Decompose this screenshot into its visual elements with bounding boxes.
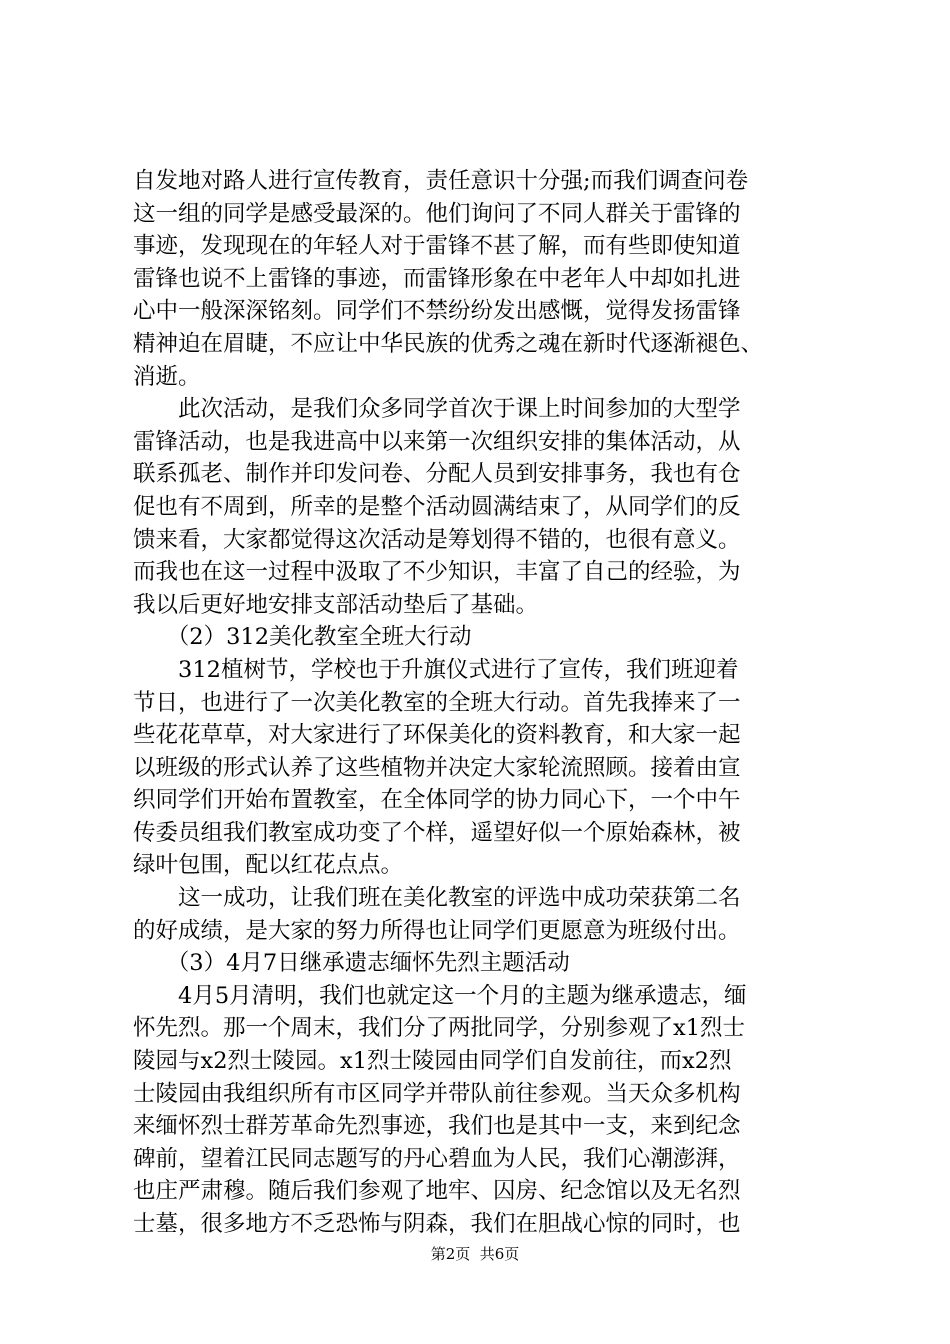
section-heading: （3）4月7日继承遗志缅怀先烈主题活动 [133,950,570,977]
text-line: 心中一般深深铭刻。同学们不禁纷纷发出感慨，觉得发扬雷锋 [133,298,741,325]
text-line: 以班级的形式认养了这些植物并决定大家轮流照顾。接着由宣 [133,754,741,781]
page-number-footer: 第2页 共6页 [430,1245,520,1263]
text-line: 事迹，发现现在的年轻人对于雷锋不甚了解，而有些即使知道 [133,233,741,260]
text-line: 也庄严肃穆。随后我们参观了地牢、囚房、纪念馆以及无名烈 [133,1178,741,1205]
text-line: 绿叶包围，配以红花点点。 [133,852,404,879]
text-line: 联系孤老、制作并印发问卷、分配人员到安排事务，我也有仓 [133,461,741,488]
text-line: 织同学们开始布置教室，在全体同学的协力同心下，一个中午 [133,787,741,814]
text-line: 的好成绩，是大家的努力所得也让同学们更愿意为班级付出。 [133,917,741,944]
text-line: 传委员组我们教室成功变了个样，遥望好似一个原始森林，被 [133,819,741,846]
text-line: 我以后更好地安排支部活动垫后了基础。 [133,591,539,618]
body-text [133,165,833,1241]
text-line: 雷锋活动，也是我进高中以来第一次组织安排的集体活动，从 [133,428,741,455]
text-line: 士墓，很多地方不乏恐怖与阴森，我们在胆战心惊的同时，也 [133,1211,741,1237]
text-line: 消逝。 [133,363,201,390]
text-line: 自发地对路人进行宣传教育，责任意识十分强;而我们调查问卷 [133,168,749,194]
text-line: 这一组的同学是感受最深的。他们询问了不同人群关于雷锋的 [133,200,741,227]
text-line: 士陵园由我组织所有市区同学并带队前往参观。当天众多机构 [133,1080,741,1107]
text-line: 节日，也进行了一次美化教室的全班大行动。首先我捧来了一 [133,689,741,716]
text-line: 馈来看，大家都觉得这次活动是筹划得不错的，也很有意义。 [133,526,741,553]
section-heading: （2）312美化教室全班大行动 [133,624,472,651]
text-line: 精神迫在眉睫，不应让中华民族的优秀之魂在新时代逐渐褪色、 [133,330,764,357]
text-line: 4月5月清明，我们也就定这一个月的主题为继承遗志，缅 [133,982,747,1009]
text-line: 这一成功，让我们班在美化教室的评选中成功荣获第二名 [133,885,741,912]
text-line: 此次活动，是我们众多同学首次于课上时间参加的大型学 [133,396,741,423]
text-line: 促也有不周到，所幸的是整个活动圆满结束了，从同学们的反 [133,493,741,520]
text-line: 陵园与x2烈士陵园。x1烈士陵园由同学们自发前往，而x2烈 [133,1048,732,1075]
text-line: 碑前，望着江民同志题写的丹心碧血为人民，我们心潮澎湃， [133,1145,741,1172]
text-line: 而我也在这一过程中汲取了不少知识，丰富了自己的经验，为 [133,559,741,586]
text-line: 雷锋也说不上雷锋的事迹，而雷锋形象在中老年人中却如扎进 [133,265,741,292]
text-line: 些花花草草，对大家进行了环保美化的资料教育，和大家一起 [133,722,741,749]
text-line: 怀先烈。那一个周末，我们分了两批同学，分别参观了x1烈士 [133,1015,746,1042]
text-line: 来缅怀烈士群芳革命先烈事迹，我们也是其中一支，来到纪念 [133,1113,741,1140]
text-line: 312植树节，学校也于升旗仪式进行了宣传，我们班迎着 [133,656,739,683]
